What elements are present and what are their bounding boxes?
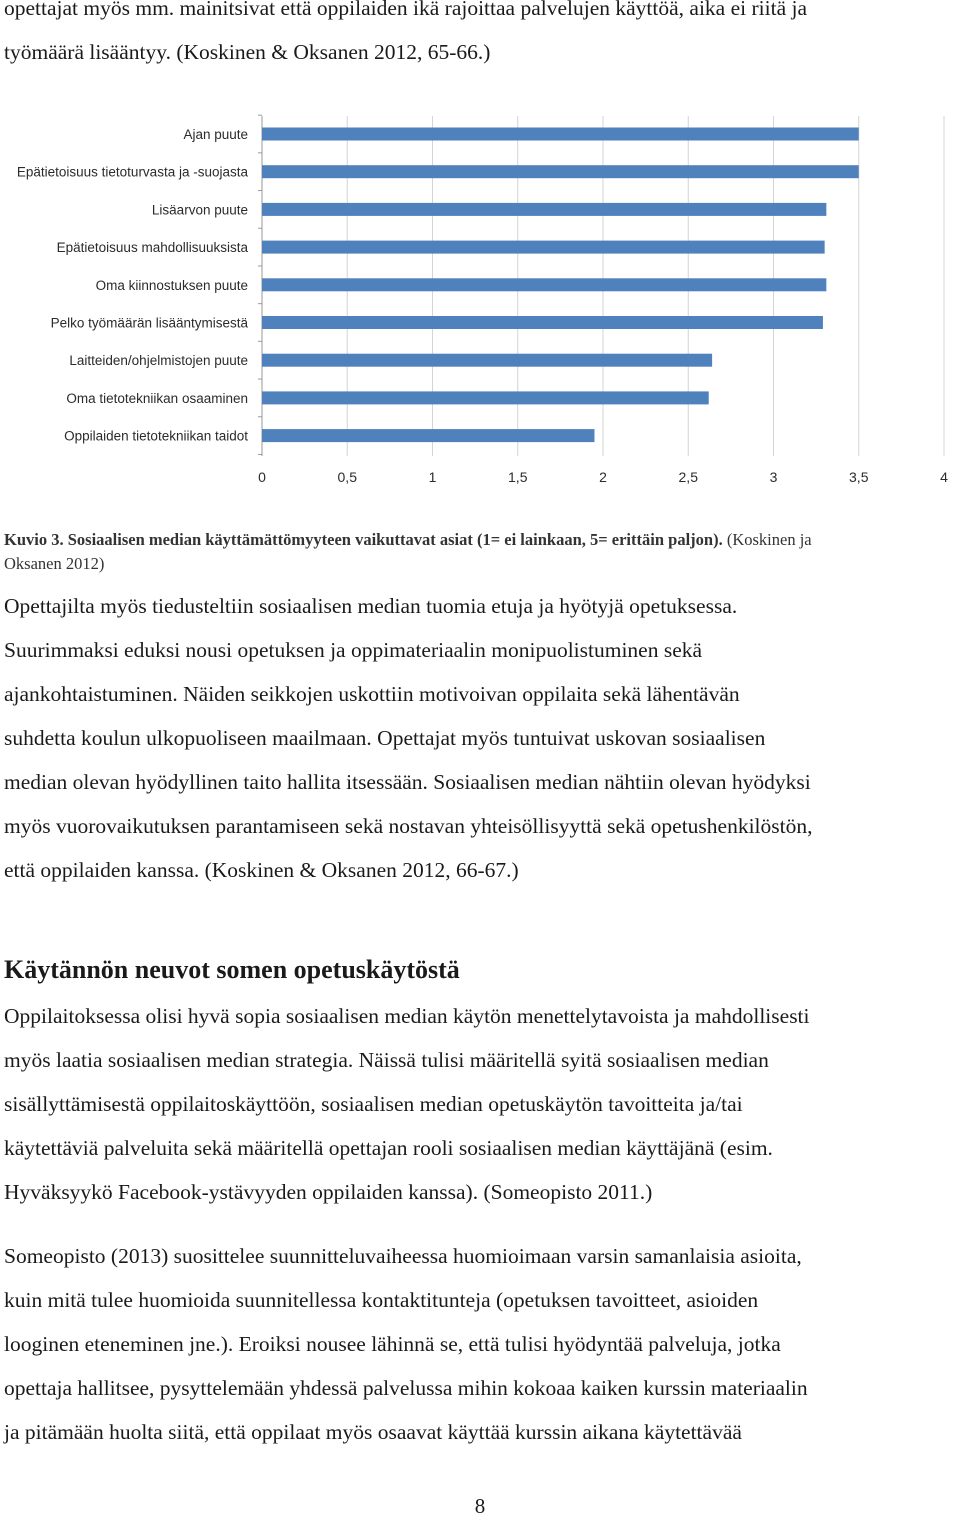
bar (262, 241, 825, 254)
para3-line: looginen eteneminen jne.). Eroiksi nousee lähinnä se, että tulisi hyödyntää palveluja, jotka (4, 1332, 781, 1356)
x-tick-label: 1,5 (508, 469, 528, 485)
category-label: Oma tietotekniikan osaaminen (66, 390, 248, 406)
bar (262, 203, 826, 216)
bar (262, 391, 709, 404)
para3-line: opettaja hallitsee, pysyttelemään yhdessä palvelussa mihin kokoaa kaiken kurssin materiaalin (4, 1376, 808, 1400)
page-number: 8 (474, 1494, 486, 1518)
bar (262, 128, 859, 141)
para1-line: myös vuorovaikutuksen parantamiseen sekä nostavan yhteisöllisyyttä sekä opetushenkilöstön, (4, 814, 813, 838)
para1-line: ajankohtaistuminen. Näiden seikkojen uskottiin motivoivan oppilaita sekä lähentävän (4, 682, 740, 706)
category-label: Oppilaiden tietotekniikan taidot (64, 428, 248, 444)
intro-line-1: opettajat myös mm. mainitsivat että oppilaiden ikä rajoittaa palvelujen käyttöä, aika ei riitä ja (4, 0, 808, 20)
caption-plain: (Koskinen ja (722, 530, 812, 549)
para2-line: sisällyttämisestä oppilaitoskäyttöön, sosiaalisen median opetuskäytön tavoitteita ja/tai (4, 1092, 743, 1116)
para3-line: kuin mitä tulee huomioida suunnitellessa kontaktitunteja (opetuksen tavoitteet, asioiden (4, 1288, 759, 1312)
x-tick-label: 1 (428, 469, 437, 485)
x-tick-label: 4 (940, 469, 948, 485)
para1-line: Suurimmaksi eduksi nousi opetuksen ja oppimateriaalin monipuolistuminen sekä (4, 638, 703, 662)
x-tick-label: 0,5 (337, 469, 357, 485)
para1-line: median olevan hyödyllinen taito hallita itsessään. Sosiaalisen median nähtiin olevan hyödyksi (4, 770, 811, 794)
category-label: Laitteiden/ohjelmistojen puute (69, 353, 248, 369)
x-tick-label: 3 (769, 469, 778, 485)
para3-line: ja pitämään huolta siitä, että oppilaat myös osaavat käyttää kurssin aikana käytettävää (4, 1420, 742, 1444)
bar (262, 316, 823, 329)
category-label: Epätietoisuus mahdollisuuksista (56, 240, 248, 256)
bar (262, 278, 826, 291)
category-label: Epätietoisuus tietoturvasta ja -suojasta (16, 164, 248, 180)
para1-line: että oppilaiden kanssa. (Koskinen & Oksanen 2012, 66-67.) (4, 858, 519, 882)
category-label: Ajan puute (183, 127, 248, 142)
x-tick-label: 0 (258, 469, 266, 485)
figure-caption-line-2: Oksanen 2012) (4, 554, 105, 573)
para3-line: Someopisto (2013) suosittelee suunnitteluvaiheessa huomioimaan varsin samanlaisia asioita, (4, 1244, 802, 1268)
para2-line: Hyväksyykö Facebook-ystävyyden oppilaiden kanssa). (Someopisto 2011.) (4, 1180, 653, 1204)
para2-line: käytettäviä palveluita sekä määritellä opettajan rooli sosiaalisen median käyttäjänä (esim. (4, 1136, 773, 1160)
figure-caption (4, 530, 812, 550)
para1-line: Opettajilta myös tiedusteltiin sosiaalisen median tuomia etuja ja hyötyjä opetuksessa. (4, 594, 738, 618)
bar (262, 354, 712, 367)
caption-bold: Kuvio 3. Sosiaalisen median käyttämättömyyteen vaikuttavat asiat (1= ei lainkaan, 5= erittäin paljon). (4, 530, 723, 549)
x-tick-label: 2,5 (678, 469, 698, 485)
intro-line-2: työmäärä lisääntyy. (Koskinen & Oksanen 2012, 65-66.) (4, 40, 491, 64)
bar (262, 429, 594, 442)
para2-line: myös laatia sosiaalisen median strategia. Näissä tulisi määritellä syitä sosiaalisen median (4, 1048, 769, 1072)
section-heading: Käytännön neuvot somen opetuskäytöstä (4, 955, 460, 984)
bar (262, 165, 859, 178)
x-tick-label: 3,5 (849, 469, 869, 485)
category-label: Pelko työmäärän lisääntymisestä (50, 315, 248, 331)
para1-line: suhdetta koulun ulkopuoliseen maailmaan. Opettajat myös tuntuivat uskovan sosiaalisen (4, 726, 766, 750)
bar-chart (0, 100, 960, 500)
x-tick-label: 2 (599, 469, 607, 485)
para2-line: Oppilaitoksessa olisi hyvä sopia sosiaalisen median käytön menettelytavoista ja mahdollisesti (4, 1004, 810, 1028)
category-label: Oma kiinnostuksen puute (95, 277, 248, 293)
category-label: Lisäarvon puute (151, 202, 248, 218)
